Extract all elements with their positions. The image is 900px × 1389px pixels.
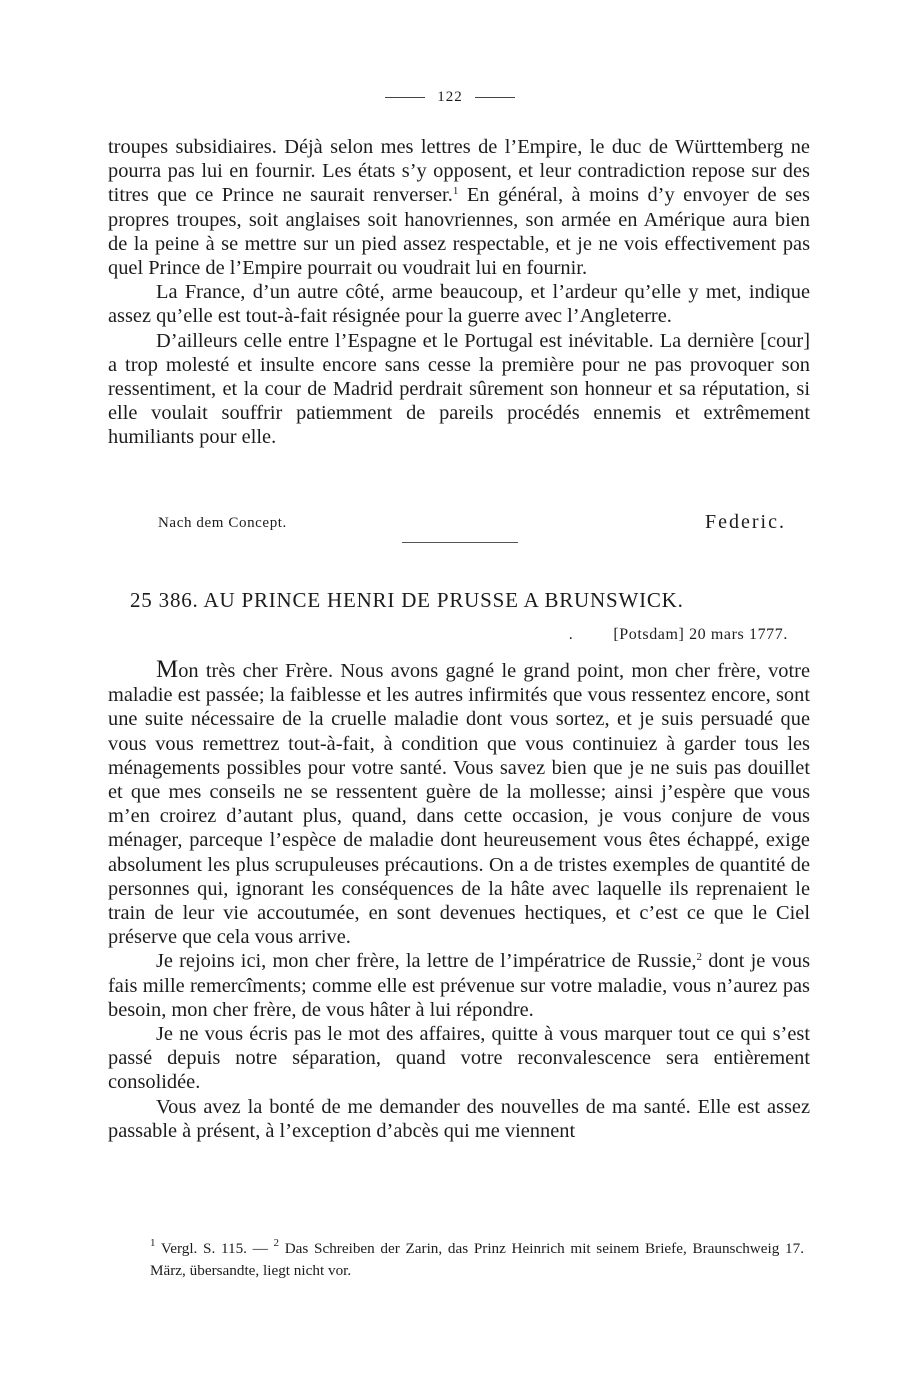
footnote-1-text: Vergl. S. 115. (160, 1240, 247, 1257)
source-note: Nach dem Concept. (158, 515, 287, 531)
paragraph-text: Je rejoins ici, mon cher frère, la lettre de l’impératrice de Russie, (156, 950, 697, 973)
letter-body (108, 658, 810, 1143)
footnote-mark-2: 2 (273, 1237, 280, 1249)
page-number (0, 89, 900, 106)
letter-heading: 25 386. AU PRINCE HENRI DE PRUSSE A BRUNSWICK. (130, 588, 684, 612)
footnote-block (104, 1238, 804, 1282)
footnote-ref-1: 1 (452, 185, 459, 198)
page-number-text: 122 (437, 89, 463, 105)
page-number-rule-left (385, 97, 425, 98)
signature: Federic. (705, 511, 786, 533)
paragraph-text: dont je vous fais mille remercîments; comme elle est prévenue sur votre maladie, vous n’aurez pas besoin, mon cher frère, de vous hâter à lui répondre. (108, 950, 810, 1021)
paragraph-text: En général, à moins d’y envoyer de ses propres troupes, soit anglaises soit hanovriennes, son armée en Amérique aura bien de la peine à se mettre sur un pied assez respectable, et je ne vois effectivement pas quel Prince de l’Empire pourrait ou voudrait lui en fournir. (108, 184, 810, 280)
footnotes (104, 1238, 804, 1282)
page-number-rule-right (475, 97, 515, 98)
paragraph: Je ne vous écris pas le mot des affaires, quitte à vous marquer tout ce qui s’est passé depuis notre séparation, quand votre reconvalescence sera entièrement consolidée. (108, 1023, 810, 1094)
dateline-text: [Potsdam] 20 mars 1777. (613, 626, 788, 643)
paragraph (108, 658, 810, 949)
dateline (569, 626, 788, 644)
paragraph (108, 949, 810, 1022)
paragraph-text: on très cher Frère. Nous avons gagné le grand point, mon cher frère, votre maladie est passée; la faiblesse et les autres infirmités que vous ressentez encore, sont une suite nécessaire de la cruelle maladie dont vous sortez, et je suis persuadé que vous vous remettrez tout-à-fait, à condition que vous continuiez à garder tous les ménagements possibles pour votre santé. Vous savez bien que je ne suis pas douillet et que mes conseils ne se ressentent guère de la mollesse; ainsi j’espère que vous m’en croirez d’autant plus, quand, dans cette occasion, je vous conjure de vous ménager, parceque l’espèce de maladie dont heureusement vous êtes échappé, exige absolument les plus scrupuleuses précautions. On a de tristes exemples de quantité de personnes qui, ignorant les conséquences de la hâte avec laquelle ils reprenaient le train de leur vie accoutumée, en sont devenues hectiques, et c’est ce que le Ciel préserve que cela vous arrive. (108, 660, 810, 949)
paragraph: La France, d’un autre côté, arme beaucoup, et l’ardeur qu’elle y met, indique assez qu’elle est tout-à-fait résignée pour la guerre avec l’Angleterre. (108, 281, 810, 328)
dateline-mark: . (568, 626, 574, 643)
paragraph: Vous avez la bonté de me demander des nouvelles de ma santé. Elle est assez passable à présent, à l’exception d’abcès qui me viennent (108, 1095, 810, 1142)
paragraph (108, 135, 810, 280)
footnote-ref-2: 2 (696, 951, 703, 964)
footnote-dash: — (252, 1240, 268, 1257)
footnote-mark-1: 1 (150, 1237, 156, 1249)
paragraph-text: troupes subsidiaires. Déjà selon mes lettres de l’Empire, le duc de Württemberg ne pourra pas lui en fournir. Les états s’y opposent, et leur contradiction repose sur des titres que ce Prince ne saurait renverser. (108, 136, 810, 207)
footnote-2-text: Das Schreiben der Zarin, das Prinz Heinrich mit seinem Briefe, Braunschweig 17. März, übersandte, liegt nicht vor. (150, 1240, 804, 1279)
section-separator (402, 542, 518, 543)
dropcap: M (156, 656, 179, 683)
signature-row (158, 511, 786, 537)
previous-letter-ending (108, 135, 810, 450)
paragraph: D’ailleurs celle entre l’Espagne et le Portugal est inévitable. La dernière [cour] a trop molesté et insulte encore sans cesse la première pour ne pas provoquer son ressentiment, et la cour de Madrid perdrait sûrement son honneur et sa réputation, si elle voulait souffrir patiemment de pareils procédés ennemis et extrêmement humiliants pour elle. (108, 329, 810, 449)
